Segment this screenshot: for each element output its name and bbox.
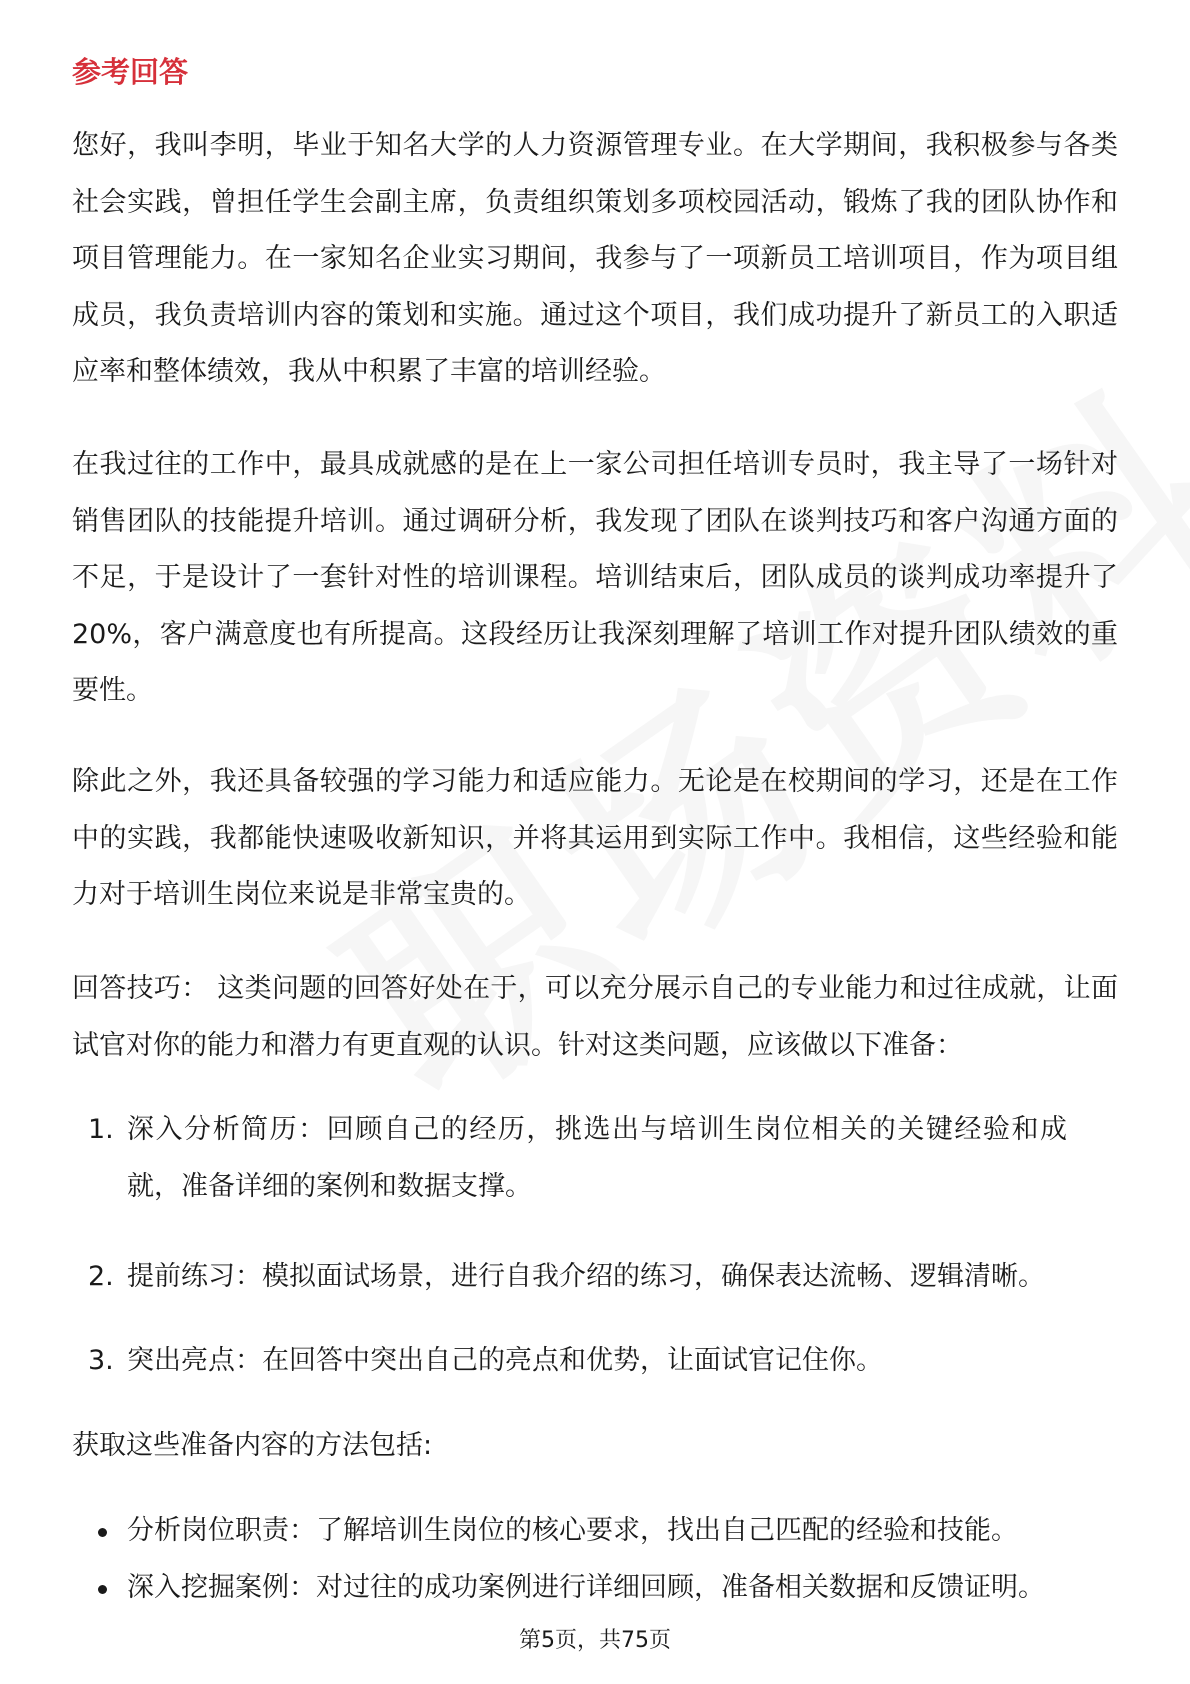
- list-number: 1.: [88, 1114, 114, 1145]
- list-item-text: 提前练习：模拟面试场景，进行自我介绍的练习，确保表达流畅、逻辑清晰。: [127, 1261, 1045, 1292]
- bullet-list-item: [72, 1503, 1118, 1560]
- list-item-text: 深入挖掘案例：对过往的成功案例进行详细回顾，准备相关数据和反馈证明。: [127, 1572, 1045, 1603]
- bullet-dot-icon: [98, 1585, 107, 1594]
- list-item-text: 分析岗位职责：了解培训生岗位的核心要求，找出自己匹配的经验和技能。: [127, 1515, 1018, 1546]
- answer-tips-paragraph: 回答技巧： 这类问题的回答好处在于，可以充分展示自己的专业能力和过往成就，让面试官对你的能力和潜力有更直观的认识。针对这类问题，应该做以下准备：: [72, 973, 1118, 1061]
- answer-paragraph-3: 除此之外，我还具备较强的学习能力和适应能力。无论是在校期间的学习，还是在工作中的实践，我都能快速吸收新知识，并将其运用到实际工作中。我相信，这些经验和能力对于培训生岗位来说是非常宝贵的。: [72, 766, 1118, 910]
- ordered-list-item: [72, 1249, 1118, 1306]
- section-title: 参考回答: [72, 55, 189, 89]
- list-number: 3.: [88, 1345, 114, 1376]
- bullet-dot-icon: [98, 1528, 107, 1537]
- page-footer: 第5页，共75页: [519, 1628, 671, 1653]
- list-number: 2.: [88, 1261, 114, 1292]
- list-item-text: 深入分析简历：回顾自己的经历，挑选出与培训生岗位相关的关键经验和成就，准备详细的案例和数据支撑。: [127, 1114, 1067, 1202]
- list-item-text: 突出亮点：在回答中突出自己的亮点和优势，让面试官记住你。: [127, 1345, 883, 1376]
- ordered-list-item: [72, 1333, 1118, 1390]
- bullet-list-item: [72, 1560, 1118, 1617]
- ordered-list-item: [72, 1102, 1118, 1215]
- answer-paragraph-1: 您好，我叫李明，毕业于知名大学的人力资源管理专业。在大学期间，我积极参与各类社会实践，曾担任学生会副主席，负责组织策划多项校园活动，锻炼了我的团队协作和项目管理能力。在一家知名企业实习期间，我参与了一项新员工培训项目，作为项目组成员，我负责培训内容的策划和实施。通过这个项目，我们成功提升了新员工的入职适应率和整体绩效，我从中积累了丰富的培训经验。: [72, 130, 1118, 387]
- answer-paragraph-2: 在我过往的工作中，最具成就感的是在上一家公司担任培训专员时，我主导了一场针对销售团队的技能提升培训。通过调研分析，我发现了团队在谈判技巧和客户沟通方面的不足，于是设计了一套针对性的培训课程。培训结束后，团队成员的谈判成功率提升了20%，客户满意度也有所提高。这段经历让我深刻理解了培训工作对提升团队绩效的重要性。: [72, 449, 1118, 706]
- methods-intro: 获取这些准备内容的方法包括:: [72, 1430, 433, 1461]
